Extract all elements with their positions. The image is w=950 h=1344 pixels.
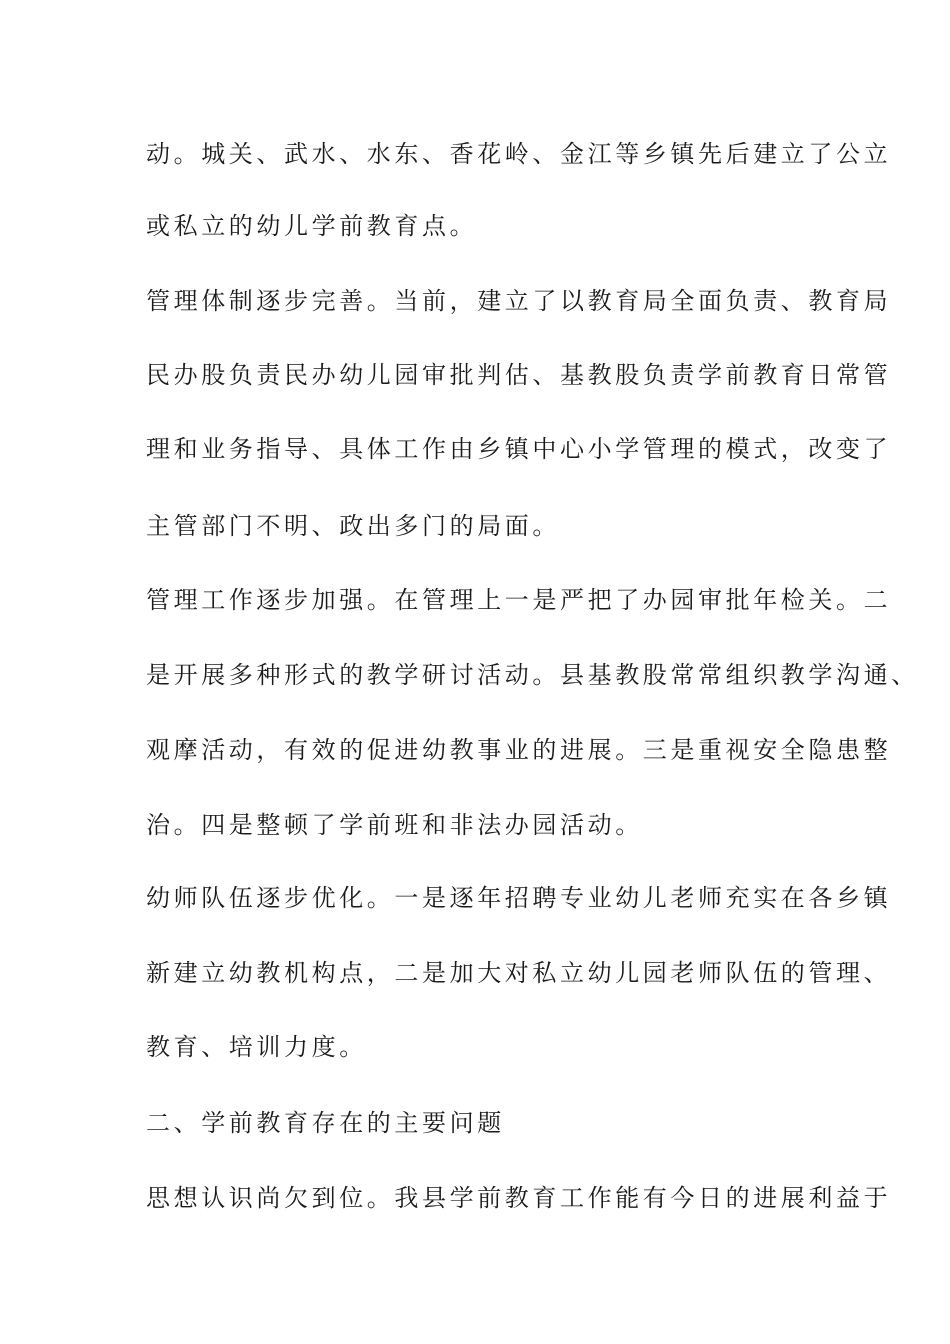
text-line: 新建立幼教机构点，二是加大对私立幼儿园老师队伍的管理、 [146,959,892,987]
text-line: 教育、培训力度。 [146,1033,367,1061]
text-line: 民办股负责民办幼儿园审批判估、基教股负责学前教育日常管 [146,361,892,389]
text-line: 幼师队伍逐步优化。一是逐年招聘专业幼儿老师充实在各乡镇 [146,884,892,912]
text-line: 思想认识尚欠到位。我县学前教育工作能有今日的进展利益于 [146,1184,892,1212]
text-line: 主管部门不明、政出多门的局面。 [146,512,560,540]
text-line: 管理工作逐步加强。在管理上一是严把了办园审批年检关。二 [146,586,892,614]
text-line: 治。四是整顿了学前班和非法办园活动。 [146,811,643,839]
section-heading: 二、学前教育存在的主要问题 [146,1109,505,1137]
text-line: 动。城关、武水、水东、香花岭、金江等乡镇先后建立了公立 [146,140,892,168]
text-line: 或私立的幼儿学前教育点。 [146,212,478,240]
text-line: 管理体制逐步完善。当前，建立了以教育局全面负责、教育局 [146,287,892,315]
text-line: 是开展多种形式的教学研讨活动。县基教股常常组织教学沟通、 [146,661,919,689]
text-line: 理和业务指导、具体工作由乡镇中心小学管理的模式，改变了 [146,435,892,463]
text-line: 观摩活动，有效的促进幼教事业的进展。三是重视安全隐患整 [146,736,892,764]
